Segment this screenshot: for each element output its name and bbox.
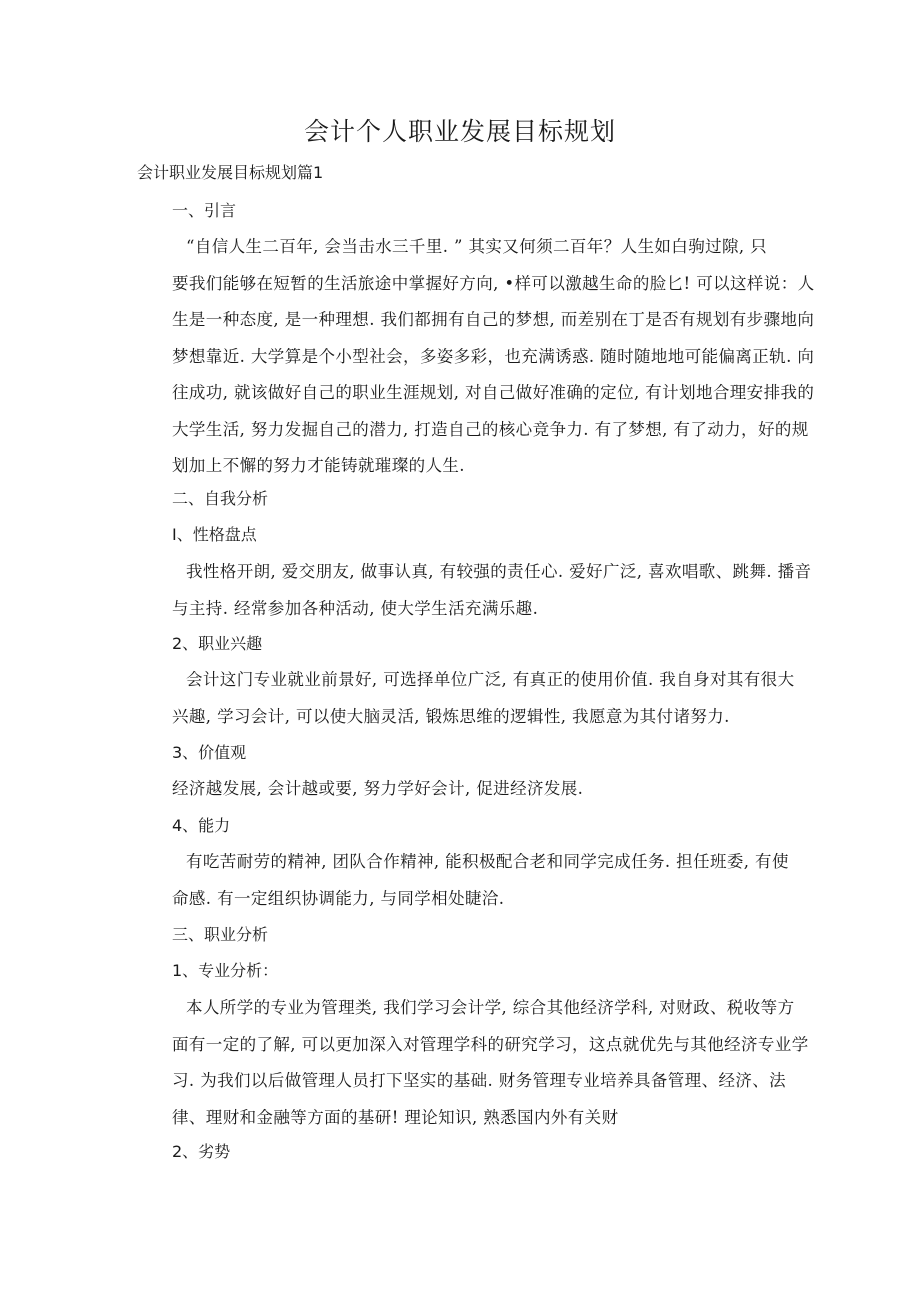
- personality-line-2: 与主持. 经常参加各种活动, 使大学生活充满乐趣.: [172, 598, 539, 618]
- major-line-3: 习. 为我们以后做管理人员打下坚实的基础. 财务管理专业培养具备管理、经济、法: [172, 1071, 787, 1090]
- intro-line-2: 要我们能够在短暂的生活旅途中掌握好方向, •样可以激越生命的脸匕! 可以这样说：人: [172, 273, 815, 293]
- intro-line-4: 梦想靠近. 大学算是个小型社会，多姿多彩，也充满诱惑. 随时随地地可能偏离正轨. 向: [172, 346, 815, 366]
- document-subtitle: 会计职业发展目标规划篇1: [137, 163, 324, 182]
- subheading-ability: 4、能力: [172, 816, 231, 835]
- intro-line-3: 生是一种态度, 是一种理想. 我们都拥有自己的梦想, 而差别在丁是否有规划有步骤地向: [172, 310, 815, 329]
- values-paragraph: [172, 771, 787, 808]
- major-paragraph: [172, 990, 809, 1136]
- section-heading-career-analysis: 三、职业分析: [172, 925, 269, 944]
- ability-line-2: 命感. 有一定组织协调能力, 与同学相处睫洽.: [172, 888, 505, 908]
- intro-line-7: 划加上不懈的努力才能铸就璀璨的人生.: [172, 456, 465, 475]
- interest-paragraph: [172, 662, 795, 735]
- section-heading-self-analysis: 二、自我分析: [172, 489, 269, 508]
- ability-paragraph: [172, 844, 787, 917]
- personality-line-1: 我性格开朗, 爱交朋友, 做事认真, 有较强的责任心. 爱好广泛, 喜欢唱歌、跳舞. 播音: [186, 562, 812, 581]
- ability-line-1: 有吃苦耐劳的精神, 团队合作精神, 能积极配合老和同学完成任务. 担任班委, 有使: [186, 852, 789, 871]
- major-line-1: 本人所学的专业为管理类, 我们学习会计学, 综合其他经济学科, 对财政、税收等方: [186, 998, 795, 1017]
- subheading-values: 3、价值观: [172, 743, 247, 762]
- interest-line-1: 会计这门专业就业前景好, 可选择单位广泛, 有真正的使用价值. 我自身对其有很大: [186, 670, 795, 689]
- subheading-major-analysis: 1、专业分析：: [172, 961, 279, 980]
- intro-line-6: 大学生活, 努力发掘自己的潜力, 打造自己的核心竞争力. 有了梦想, 有了动力，好的规: [172, 419, 809, 439]
- page-title: 会计个人职业发展目标规划: [303, 117, 616, 146]
- intro-line-5: 往成功, 就该做好自己的职业生涯规划, 对自己做好准确的定位, 有计划地合理安排我的: [172, 383, 815, 402]
- section-heading-intro: 一、引言: [172, 201, 237, 220]
- subheading-weakness: 2、劣势: [172, 1142, 231, 1161]
- personality-paragraph: [172, 554, 812, 627]
- interest-line-2: 兴趣, 学习会计, 可以使大脑灵活, 锻炼思维的逻辑性, 我愿意为其付诸努力.: [172, 706, 730, 726]
- major-line-2: 面有一定的了解, 可以更加深入对管理学科的研究学习，这点就优先与其他经济专业学: [172, 1034, 809, 1054]
- subheading-career-interest: 2、职业兴趣: [172, 634, 263, 653]
- values-line-1: 经济越发展, 会计越或要, 努力学好会计, 促进经济发展.: [172, 779, 584, 798]
- intro-paragraph: [172, 229, 815, 485]
- subheading-personality: I、性格盘点: [172, 525, 257, 544]
- intro-line-1: “自信人生二百年, 会当击水三千里. ” 其实又何须二百年？人生如白驹过隙, 只: [186, 237, 768, 256]
- major-line-4: 律、理财和金融等方面的基研! 理论知识, 熟悉国内外有关财: [172, 1107, 619, 1127]
